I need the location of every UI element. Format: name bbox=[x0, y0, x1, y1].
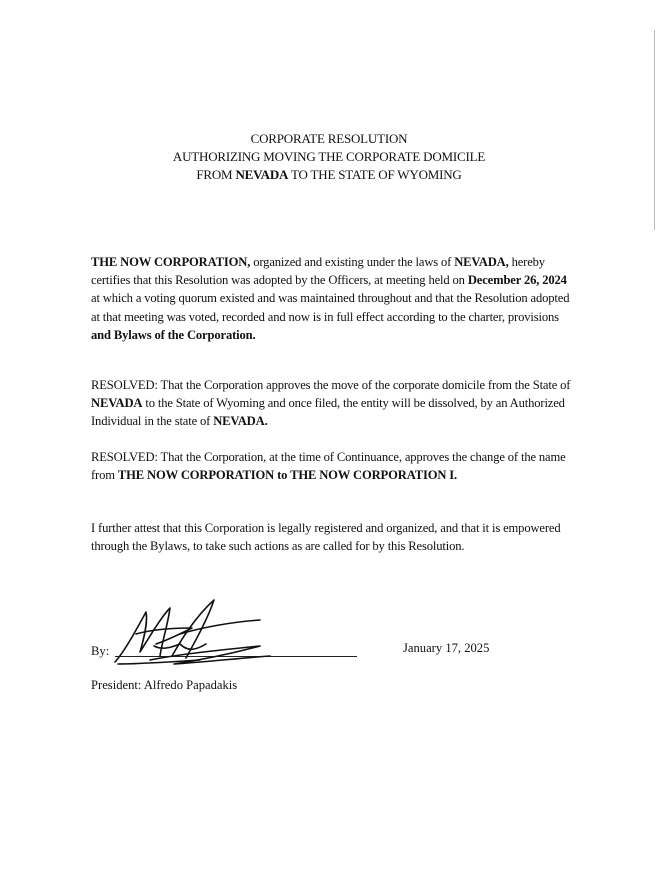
heading-state-nevada: NEVADA bbox=[235, 167, 289, 182]
resolution-domicile-paragraph bbox=[91, 376, 571, 431]
p2-bold-1: NEVADA bbox=[91, 396, 143, 411]
p1-bold-4: and Bylaws of the Corporation. bbox=[91, 327, 256, 342]
resolution-name-change-paragraph bbox=[91, 448, 571, 484]
p4-text-1: I further attest that this Corporation is legally registered and organized, and that it is empowered through the Bylaws, to take such actions as are called for by this Resolution. bbox=[91, 521, 561, 554]
p2-text-2: to the State of Wyoming and once filed, the entity will be dissolved, by an Authorized Individual in the state of bbox=[91, 396, 565, 429]
signer-name: President: Alfredo Papadakis bbox=[91, 678, 238, 692]
by-label: By: bbox=[91, 644, 110, 658]
p1-text-2: hereby certifies that this Resolution was adopted by the Officers, at meeting held on bbox=[91, 255, 545, 288]
handwritten-signature bbox=[110, 594, 280, 674]
certification-paragraph bbox=[91, 253, 571, 344]
document-heading bbox=[0, 130, 658, 184]
p1-text-3: at which a voting quorum existed and was maintained throughout and that the Resolution adopted at that meeting was voted, recorded and now is in full effect according to the charter, provisions bbox=[91, 291, 570, 324]
heading-line-1: CORPORATE RESOLUTION bbox=[250, 131, 408, 146]
p2-text-1: RESOLVED: That the Corporation approves the move of the corporate domicile from the State of bbox=[91, 378, 571, 392]
p3-bold-1: THE NOW CORPORATION to THE NOW CORPORATION I. bbox=[117, 468, 458, 483]
heading-line-3-pre: FROM bbox=[196, 167, 236, 182]
p3-text-1: RESOLVED: That the Corporation, at the time of Continuance, approves the change of the name from bbox=[91, 450, 566, 483]
heading-line-2: AUTHORIZING MOVING THE CORPORATE DOMICILE bbox=[172, 149, 486, 164]
p1-bold-1: THE NOW CORPORATION, bbox=[91, 255, 251, 269]
p2-bold-2: NEVADA. bbox=[213, 414, 268, 429]
p1-bold-2: NEVADA, bbox=[454, 255, 509, 269]
p1-bold-3: December 26, 2024 bbox=[467, 273, 567, 288]
p1-text-1: organized and existing under the laws of bbox=[250, 255, 455, 269]
signature-date: January 17, 2025 bbox=[403, 641, 490, 655]
heading-line-3-post: TO THE STATE OF WYOMING bbox=[288, 167, 462, 182]
attestation-paragraph bbox=[91, 519, 571, 555]
heading-line-3 bbox=[0, 166, 658, 184]
